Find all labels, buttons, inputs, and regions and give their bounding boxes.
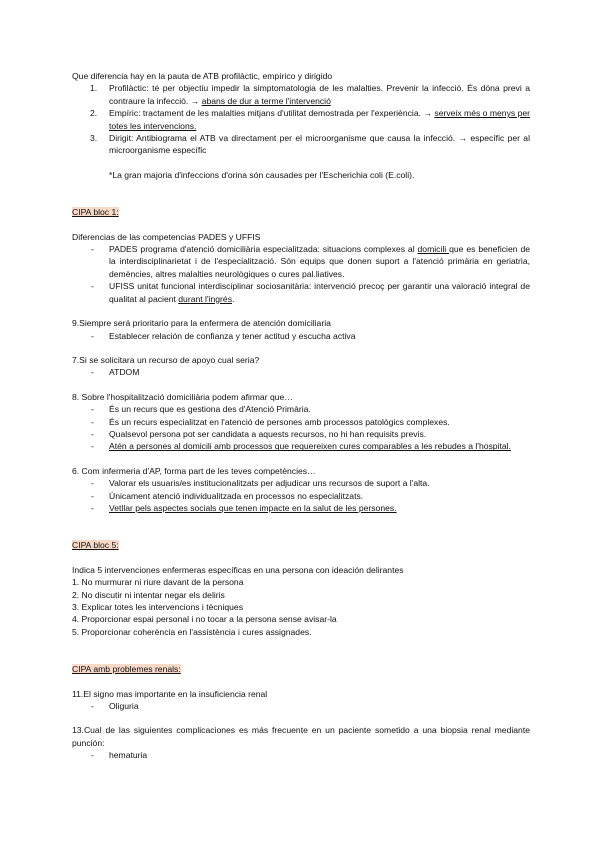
- question-13-title: 13.Cual de las siguientes complicaciones es más frecuente en un paciente sometido a una biopsia renal mediante punción:: [72, 725, 530, 748]
- question-9-title: 9.Siempre será prioritario para la enfermera de atención domiciliaria: [72, 318, 331, 329]
- question-8-options: [72, 403, 530, 453]
- list-item: - Valorar els usuaris/es institucionalitzats per adjudicar uns recursos de suport a l'alta.: [91, 478, 430, 489]
- list-item-answer: - Vetllar pels aspectes socials que tenen impacte en la salut de les persones.: [91, 502, 397, 513]
- list-item: - Únicament atenció individualitzada en processos no especialitzats.: [91, 490, 364, 501]
- question-pades-title: Diferencias de las competencias PADES y UFFIS: [72, 231, 261, 242]
- list-item-answer: - Atén a persones al domicili amb processos que requereixen cures comparables a les rebudes a l'hospital.: [91, 441, 511, 452]
- list-item: - hematuria: [91, 750, 148, 761]
- question-8-title: 8. Sobre l'hospitalització domiciliària podem afirmar que…: [72, 391, 293, 402]
- intervention-line: 1. No murmurar ni riure davant de la persona: [72, 577, 244, 588]
- document-page: [72, 70, 530, 762]
- pades-list: [72, 243, 530, 305]
- atb-item-empiric: 2. Empíric: tractament de les malalties mitjans d'utilitat demostrada per l'experiència. → serveix més o menys per totes les intervencions.: [90, 108, 530, 131]
- atb-item-profilactic: 1. Profilàctic: té per objectiu impedir la simptomatologia de les malalties. Prevenir la infecció. És dóna previ a contraure la infecció. → abans de dur a terme l'intervenció: [90, 83, 530, 106]
- list-item: - És un recurs que es gestiona des d'Atenció Primària.: [91, 404, 311, 415]
- list-item-pades: - PADES programa d'atenció domiciliària especialitzada: situacions complexes al domicili que es beneficien de la interdisciplinarietat i de l'especialització. Són equips que donen suport a l'atenció primària en geriatria, demències, altres malalties neurològiques o cures pal.liatives.: [91, 244, 530, 279]
- question-delirant-title: Indica 5 intervenciones enfermeras específicas en una persona con ideación delirantes: [72, 564, 404, 575]
- section-heading-bloc-5: CIPA bloc 5:: [72, 540, 119, 551]
- question-6-options: [72, 477, 530, 514]
- list-item-ufiss: - UFISS unitat funcional interdisciplinar sociosanitària: intervenció precoç per garantir una valoració integral de qualitat al pacient durant l'ingrés.: [91, 281, 530, 304]
- list-item: - Qualsevol persona pot ser candidata a aquests recursos, no hi han requisits previs.: [91, 428, 427, 439]
- intervention-line: 3. Explicar totes les intervencions i tècniques: [72, 602, 244, 612]
- list-item: - Establecer relación de confianza y tener actitud y escucha activa: [91, 330, 356, 341]
- section-heading-bloc-1: CIPA bloc 1:: [72, 207, 119, 218]
- list-item: - Oliguria: [91, 701, 139, 712]
- intervention-line: 5. Proporcionar coherència en l'assistència i cures assignades.: [72, 626, 312, 637]
- list-item: - És un recurs especialitzat en l'atenció de persones amb processos patològics complexes.: [91, 416, 450, 427]
- intervention-line: 2. No discutir ni intentar negar els deliris: [72, 589, 225, 600]
- question-6-title: 6. Com infermeria d'AP, forma part de les teves competències…: [72, 465, 316, 476]
- list-item: - ATDOM: [91, 367, 140, 378]
- atb-item-dirigit: 3. Dirigit: Antibiograma el ATB va directament per el microorganisme que causa la infecció. → específic per al microorganisme específic: [90, 133, 530, 156]
- question-11-title: 11.El signo mas importante en la insuficiencia renal: [72, 688, 268, 699]
- question-atb-title: Que diferencia hay en la pauta de ATB profilàctic, empírico y dirigido: [72, 71, 333, 81]
- intervention-line: 4. Proporcionar espai personal i no tocar a la persona sense avisar-la: [72, 614, 337, 625]
- section-heading-renal: CIPA amb problemes renals:: [72, 664, 181, 675]
- ecoli-note: *La gran majoria d'infeccions d'orina són causades per l'Escherichia coli (E.coli).: [109, 169, 415, 180]
- question-7-title: 7.Si se solicitara un recurso de apoyo cual seria?: [72, 354, 260, 365]
- atb-list: [72, 82, 530, 156]
